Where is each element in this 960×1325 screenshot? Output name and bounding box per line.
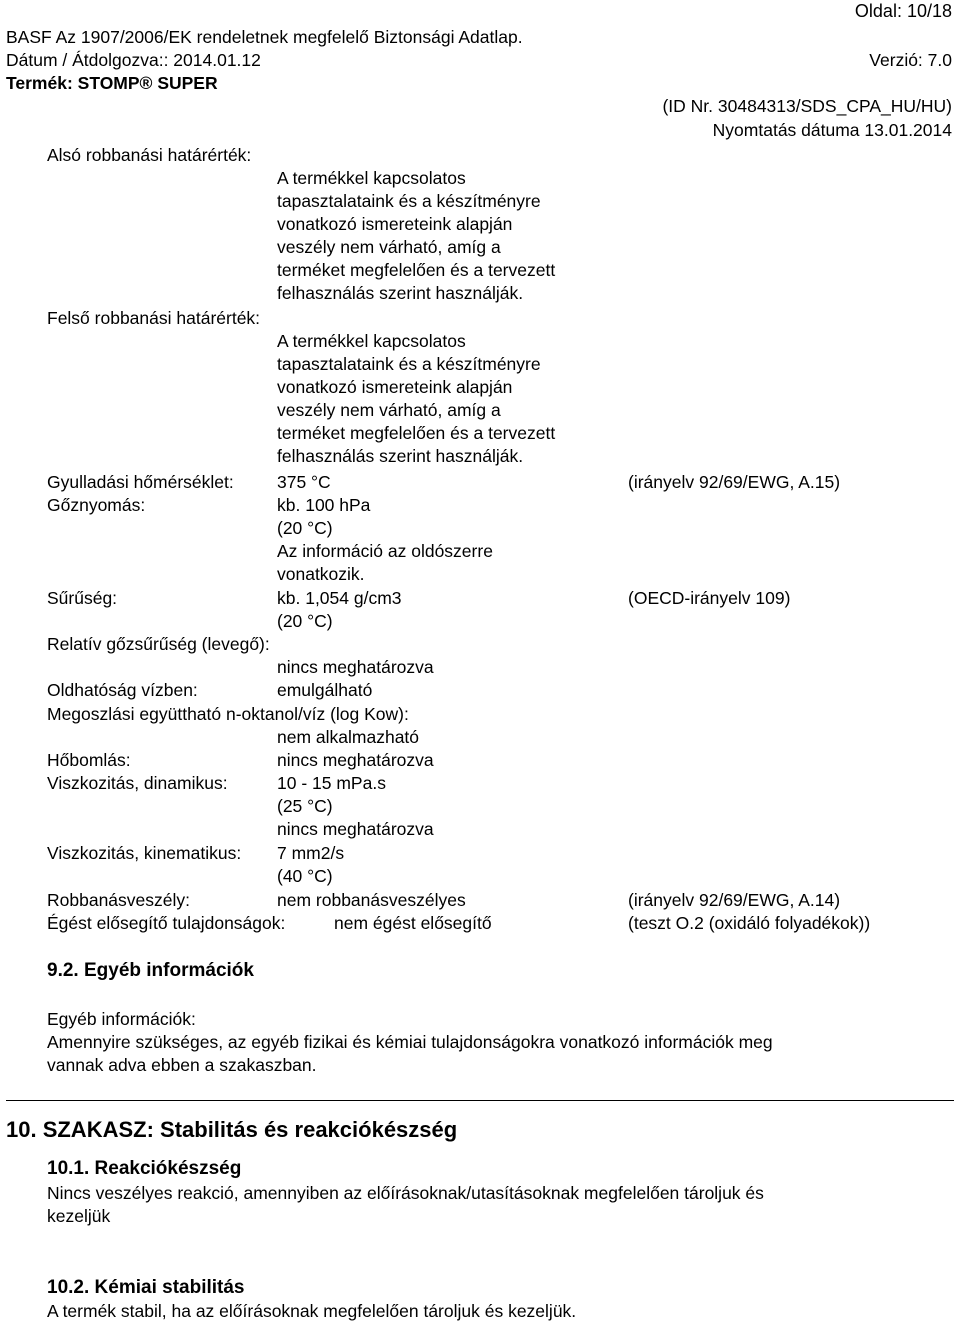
id-number: (ID Nr. 30484313/SDS_CPA_HU/HU)	[662, 96, 952, 116]
relative-vapour-density-value: nincs meghatározva	[277, 657, 434, 677]
print-date: Nyomtatás dátuma 13.01.2014	[712, 120, 952, 140]
partition-coefficient-label: Megoszlási együttható n-oktanol/víz (log Kow):	[47, 704, 409, 724]
decomposition-value: nincs meghatározva	[277, 750, 434, 770]
explosive-label: Robbanásveszély:	[47, 890, 190, 910]
ignition-label: Gyulladási hőmérséklet:	[47, 472, 234, 492]
decomposition-label: Hőbomlás:	[47, 750, 131, 770]
page-number: Oldal: 10/18	[854, 1, 952, 21]
vapour-pressure-value: kb. 100 hPa (20 °C) Az információ az oldószerre vonatkozik.	[277, 495, 493, 584]
dynamic-viscosity-value: 10 - 15 mPa.s (25 °C) nincs meghatározva	[277, 773, 434, 839]
reactivity-heading: 10.1. Reakciókészség	[47, 1158, 242, 1179]
partition-coefficient-value: nem alkalmazható	[277, 727, 420, 747]
vapour-pressure-label: Gőznyomás:	[47, 495, 146, 515]
ignition-reference: (irányelv 92/69/EWG, A.15)	[628, 472, 841, 492]
other-info-label: Egyéb információk:	[47, 1009, 196, 1029]
density-value: kb. 1,054 g/cm3	[277, 588, 402, 608]
other-info-text: Amennyire szükséges, az egyéb fizikai és kémiai tulajdonságokra vonatkozó információk meg vannak adva ebben a szakaszban.	[47, 1032, 773, 1075]
dynamic-viscosity-label: Viszkozitás, dinamikus:	[47, 773, 228, 793]
section-10-heading: 10. SZAKASZ: Stabilitás és reakciókészség	[6, 1117, 458, 1142]
kinematic-viscosity-temperature: (40 °C)	[277, 866, 333, 886]
oxidizing-label: Égést elősegítő tulajdonságok:	[47, 913, 286, 933]
ignition-value: 375 °C	[277, 472, 331, 492]
uel-label: Felső robbanási határérték:	[47, 308, 261, 328]
uel-value: A termékkel kapcsolatos tapasztalataink és a készítményre vonatkozó ismereteink alapján veszély nem várható, amíg a terméket megfelelően és a tervezett felhasználás szerint használják.	[277, 331, 556, 466]
solubility-value: emulgálható	[277, 680, 373, 700]
explosive-reference: (irányelv 92/69/EWG, A.14)	[628, 890, 841, 910]
stability-text: A termék stabil, ha az előírásoknak megfelelően tároljuk és kezeljük.	[47, 1301, 577, 1321]
explosive-value: nem robbanásveszélyes	[277, 890, 466, 910]
oxidizing-value: nem égést elősegítő	[334, 913, 492, 933]
document-title: BASF Az 1907/2006/EK rendeletnek megfelelő Biztonsági Adatlap.	[6, 27, 523, 47]
other-info-heading: 9.2. Egyéb információk	[47, 960, 254, 981]
version: Verzió: 7.0	[869, 50, 952, 70]
oxidizing-reference: (teszt O.2 (oxidáló folyadékok))	[628, 913, 871, 933]
kinematic-viscosity-value: 7 mm2/s	[277, 843, 345, 863]
kinematic-viscosity-label: Viszkozitás, kinematikus:	[47, 843, 242, 863]
density-label: Sűrűség:	[47, 588, 118, 608]
density-temperature: (20 °C)	[277, 611, 333, 631]
revision-date: Dátum / Átdolgozva:: 2014.01.12	[6, 50, 261, 70]
lel-label: Alsó robbanási határérték:	[47, 145, 252, 165]
product-name: Termék: STOMP® SUPER	[6, 73, 218, 93]
section-divider	[6, 1100, 954, 1101]
reactivity-text: Nincs veszélyes reakció, amennyiben az előírásoknak/utasításoknak megfelelően tároljuk és kezeljük	[47, 1183, 764, 1226]
stability-heading: 10.2. Kémiai stabilitás	[47, 1277, 245, 1298]
lel-value: A termékkel kapcsolatos tapasztalataink és a készítményre vonatkozó ismereteink alapján veszély nem várható, amíg a terméket megfelelően és a tervezett felhasználás szerint használják.	[277, 168, 556, 303]
density-reference: (OECD-irányelv 109)	[628, 588, 791, 608]
relative-vapour-density-label: Relatív gőzsűrűség (levegő):	[47, 634, 270, 654]
solubility-label: Oldhatóság vízben:	[47, 680, 198, 700]
